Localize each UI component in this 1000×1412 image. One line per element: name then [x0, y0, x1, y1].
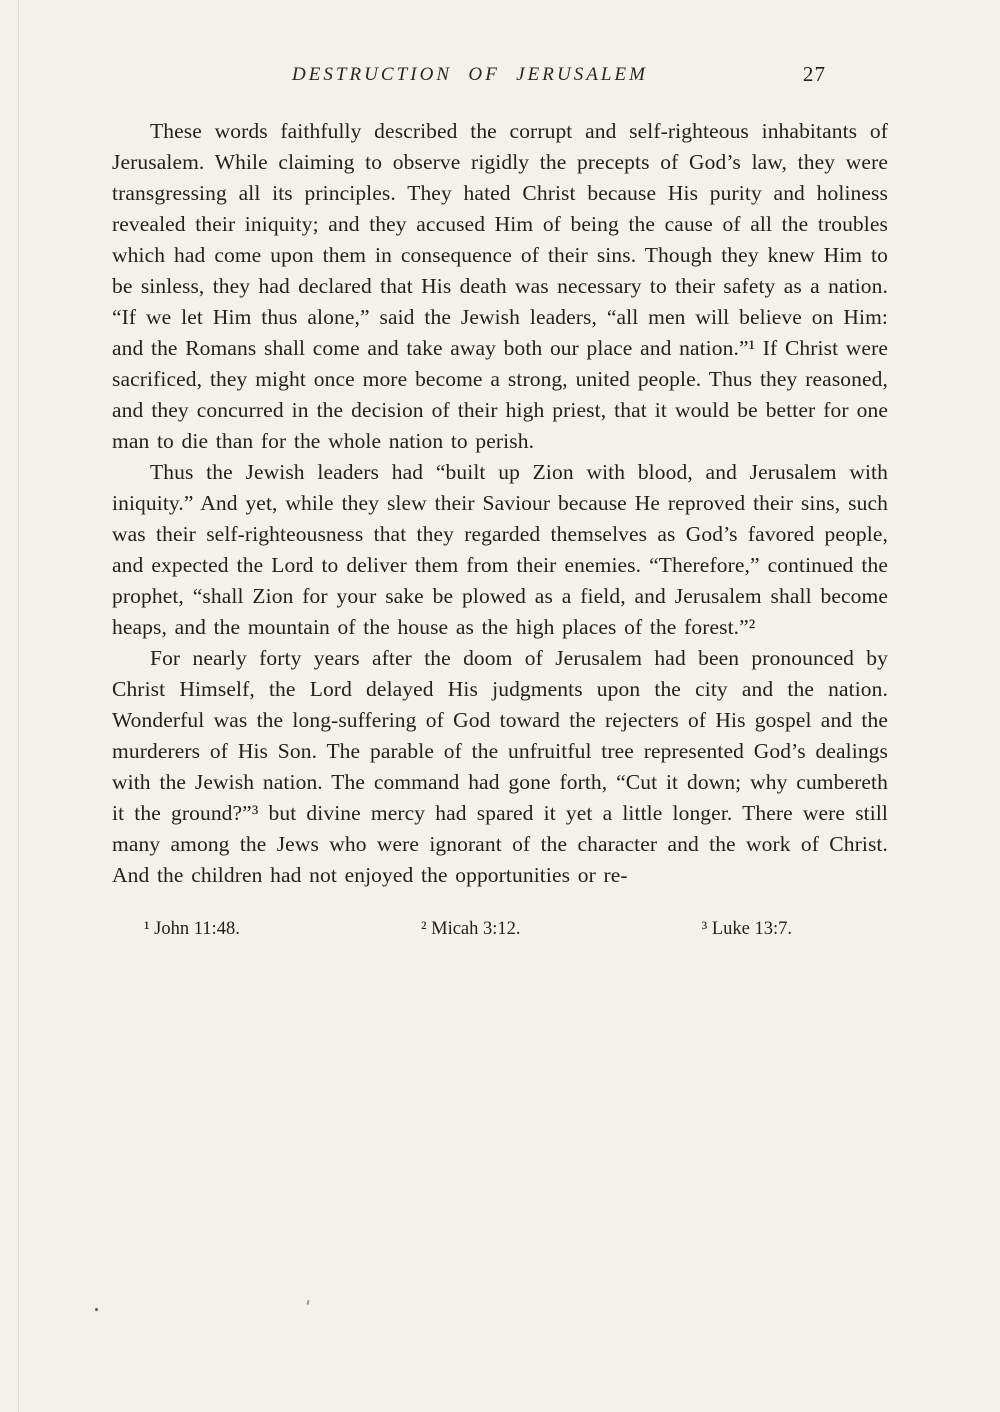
running-title: DESTRUCTION OF JERUSALEM: [291, 64, 649, 85]
scan-artifact-dot: [95, 1308, 98, 1311]
footnotes: [112, 917, 888, 941]
scan-artifact-speck: [307, 1300, 310, 1305]
page-header: [112, 64, 888, 98]
footnote-3: ³ Luke 13:7.: [701, 919, 792, 939]
footnote-1: ¹ John 11:48.: [144, 919, 240, 939]
paragraph-3: For nearly forty years after the doom of Jerusalem had been pronounced by Christ Himself, the Lord delayed His judgments upon the city and the nation. Wonderful was the long-suffering of God toward the rejecters of His gospel and the murderers of His Son. The parable of the unfruitful tree represented God’s dealings with the Jewish nation. The command had gone forth, “Cut it down; why cumbereth it the ground?”³ but divine mercy had spared it yet a little longer. There were still many among the Jews who were ignorant of the character and the work of Christ. And the children had not enjoyed the opportunities or re-: [112, 646, 888, 887]
paragraph-1: These words faithfully described the corrupt and self-righteous inhabitants of Jerusalem. While claiming to observe rigidly the precepts of God’s law, they were transgressing all its principles. They hated Christ because His purity and holiness revealed their iniquity; and they accused Him of being the cause of all the troubles which had come upon them in consequence of their sins. Though they knew Him to be sinless, they had declared that His death was necessary to their safety as a nation. “If we let Him thus alone,” said the Jewish leaders, “all men will believe on Him: and the Romans shall come and take away both our place and nation.”¹ If Christ were sacrificed, they might once more become a strong, united people. Thus they reasoned, and they concurred in the decision of their high priest, that it would be better for one man to die than for the whole nation to perish.: [112, 119, 888, 453]
body-text: [112, 116, 888, 891]
footnote-2: ² Micah 3:12.: [420, 919, 521, 939]
page-number: 27: [802, 62, 826, 86]
paragraph-2: Thus the Jewish leaders had “built up Zion with blood, and Jerusalem with iniquity.” And yet, while they slew their Saviour because He reproved their sins, such was their self-righteousness that they regarded themselves as God’s favored people, and expected the Lord to deliver them from their enemies. “Therefore,” continued the prophet, “shall Zion for your sake be plowed as a field, and Jerusalem shall become heaps, and the mountain of the house as the high places of the forest.”²: [112, 460, 888, 639]
